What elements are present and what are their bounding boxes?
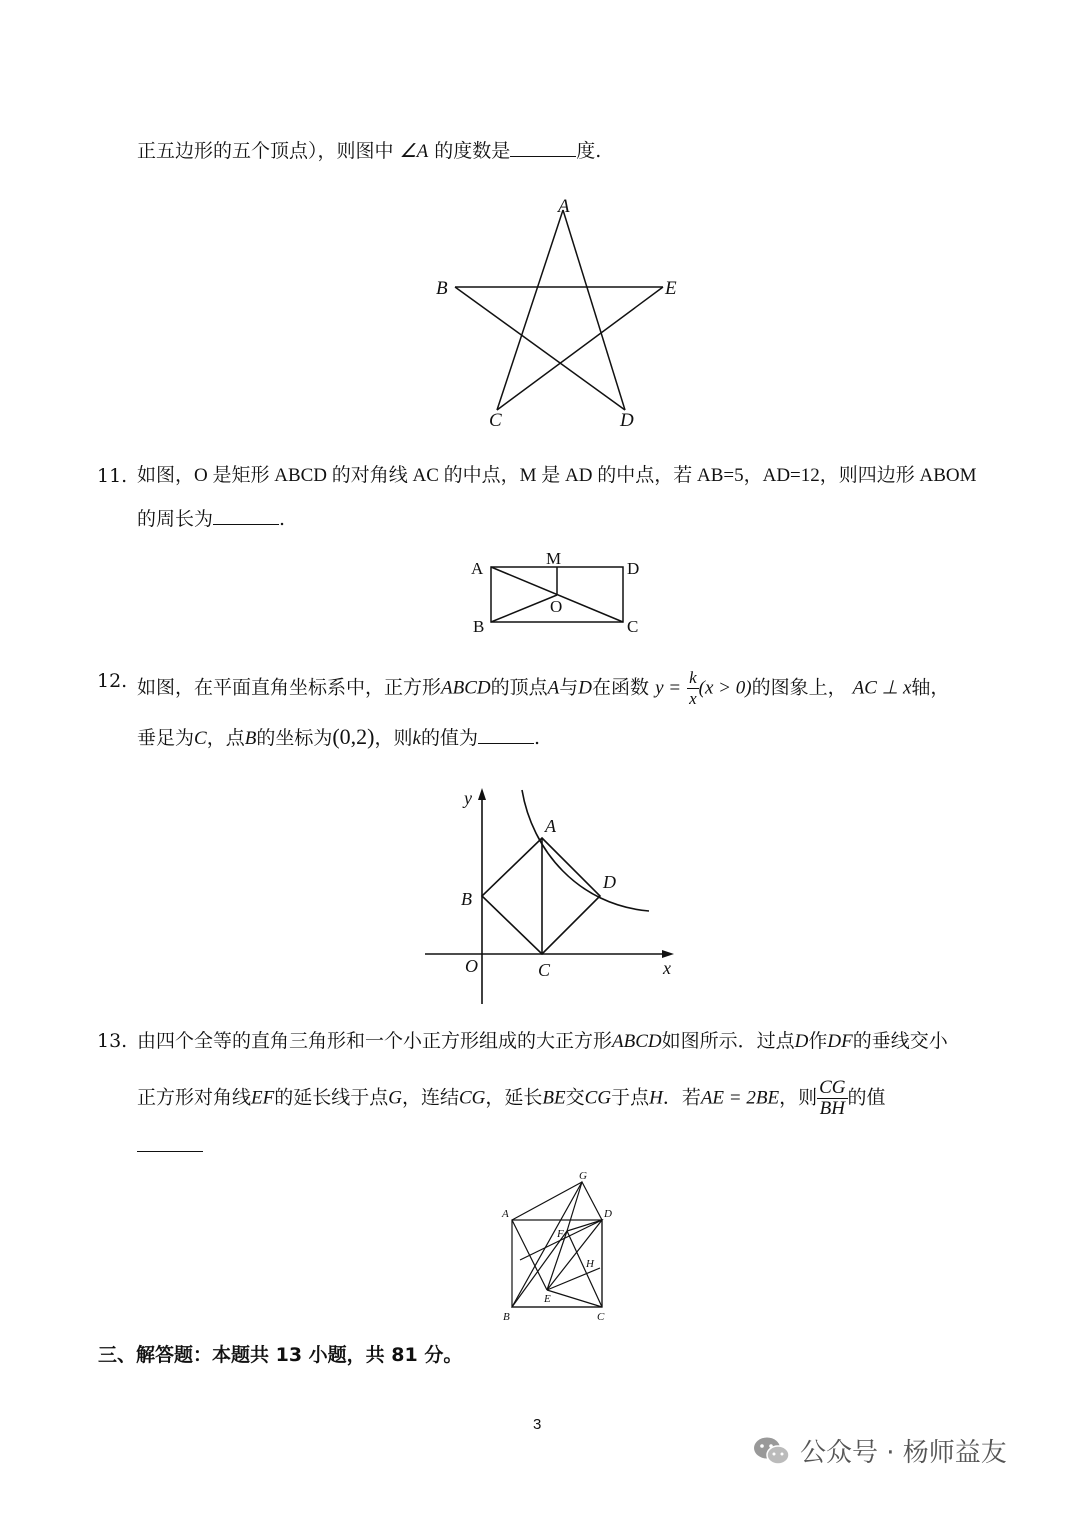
q13-label-E: E xyxy=(544,1293,551,1305)
q12-pA: A xyxy=(547,677,560,699)
q10-label-E: E xyxy=(665,278,677,299)
q12-label-C: C xyxy=(538,960,551,980)
q13-frac-num: CG xyxy=(819,1077,846,1098)
q12-l2e: 的值为 xyxy=(420,727,478,749)
q11-line2-end: . xyxy=(279,508,286,530)
q12-label-O: O xyxy=(465,956,478,976)
q11-label-O: O xyxy=(550,597,563,616)
q13-l2b: 的延长线于点 xyxy=(274,1086,389,1109)
q13-label-C: C xyxy=(597,1311,605,1323)
q12-func-den: x xyxy=(689,689,697,708)
q13-l1d: 的垂线交小 xyxy=(852,1030,948,1052)
q12-number: 12. xyxy=(97,670,128,692)
q12-l2-end: . xyxy=(533,727,541,749)
q13-label-F: F xyxy=(557,1228,564,1240)
q11-number: 11. xyxy=(97,465,128,487)
q11-label-A: A xyxy=(471,559,484,578)
q13-l2f: 于点 xyxy=(611,1086,650,1109)
q13-l2h: ，则 xyxy=(779,1086,818,1109)
q12-l1d: 在函数 xyxy=(592,676,650,699)
q13-CG: CG xyxy=(459,1087,486,1109)
q12-l2c: 的坐标为 xyxy=(256,727,333,749)
watermark-text: 公众号 · 杨师益友 xyxy=(800,1438,1007,1468)
q12-l2a: 垂足为 xyxy=(137,727,195,749)
q13-G: G xyxy=(388,1087,402,1109)
q12-l1c: 与 xyxy=(559,676,579,699)
q13-l1c: 作 xyxy=(808,1030,828,1052)
q12-l1a: 如图，在平面直角坐标系中，正方形 xyxy=(137,676,442,699)
q13-l2c: ，连结 xyxy=(401,1086,459,1109)
watermark xyxy=(752,1432,1007,1469)
q12-label-y: y xyxy=(464,788,472,808)
q12-func-y: y = xyxy=(655,677,682,699)
q12-label-x: x xyxy=(663,958,671,978)
q12-label-D: D xyxy=(603,872,616,892)
q13-l2d: ，延长 xyxy=(485,1086,543,1109)
q13-label-B: B xyxy=(503,1311,510,1323)
q11-label-B: B xyxy=(473,617,485,636)
q12-l2b: ，点 xyxy=(206,727,245,749)
q12-l2d: ，则 xyxy=(374,727,413,749)
q13-BE: BE xyxy=(542,1087,566,1109)
q12-func-cond: (x > 0) xyxy=(698,677,752,699)
q10-label-A: A xyxy=(558,196,570,217)
q13-l2i: 的值 xyxy=(847,1086,886,1109)
q13-l2g: ．若 xyxy=(662,1086,701,1109)
page-number: 3 xyxy=(533,1416,542,1433)
q13-l2a: 正方形对角线 xyxy=(137,1086,252,1109)
q13-number: 13. xyxy=(97,1030,128,1052)
q13-EF: EF xyxy=(251,1087,275,1109)
q11-label-C: C xyxy=(627,617,639,636)
q13-frac-den: BH xyxy=(819,1098,845,1119)
q12-coord: (0,2) xyxy=(332,724,375,749)
q13-pD: D xyxy=(794,1031,809,1052)
q13-label-D: D xyxy=(604,1208,612,1220)
q12-pC: C xyxy=(194,728,207,749)
q13-label-A: A xyxy=(502,1208,509,1220)
q12-func-num: k xyxy=(689,668,697,687)
q12-pD: D xyxy=(578,677,592,699)
section-title: 三、解答题：本题共 13 小题，共 81 分。 xyxy=(98,1344,463,1366)
q13-l1b: 如图所示．过点 xyxy=(661,1030,795,1052)
q11-label-M: M xyxy=(546,549,562,568)
q13-sq: ABCD xyxy=(612,1031,662,1052)
q12-perp: AC ⊥ x xyxy=(852,677,912,699)
q13-label-G: G xyxy=(579,1170,587,1182)
q12-k: k xyxy=(412,728,421,749)
q12-l1f: 轴， xyxy=(911,676,950,699)
q10-text-a: 正五边形的五个顶点），则图中 xyxy=(137,140,394,162)
q13-l2e: 交 xyxy=(565,1086,585,1109)
q13-DF: DF xyxy=(827,1031,853,1052)
q10-text-b: 的度数是 xyxy=(434,140,511,162)
q12-pB: B xyxy=(244,728,257,749)
q13-CG2: CG xyxy=(584,1087,612,1109)
q10-text-c: 度. xyxy=(576,140,602,162)
q12-l1b: 的顶点 xyxy=(490,676,548,699)
q13-l1a: 由四个全等的直角三角形和一个小正方形组成的大正方形 xyxy=(137,1030,613,1052)
q13-cond: AE = 2BE xyxy=(700,1087,780,1109)
q11-line1: 如图，O 是矩形 ABCD 的对角线 AC 的中点，M 是 AD 的中点，若 AB=5，AD=12，则四边形 ABOM xyxy=(137,465,977,486)
q13-H: H xyxy=(649,1087,663,1109)
q12-label-B: B xyxy=(461,889,472,909)
q12-square: ABCD xyxy=(441,677,491,699)
q13-label-H: H xyxy=(586,1258,594,1270)
q10-label-D: D xyxy=(620,410,634,431)
q10-label-B: B xyxy=(436,278,448,299)
wechat-icon xyxy=(752,1435,792,1467)
q12-label-A: A xyxy=(545,816,556,836)
q10-label-C: C xyxy=(489,410,502,431)
q12-l1e: 的图象上， xyxy=(751,676,847,699)
q10-angle: ∠A xyxy=(399,141,429,162)
q11-label-D: D xyxy=(627,559,640,578)
q11-line2-text: 的周长为 xyxy=(137,508,214,530)
